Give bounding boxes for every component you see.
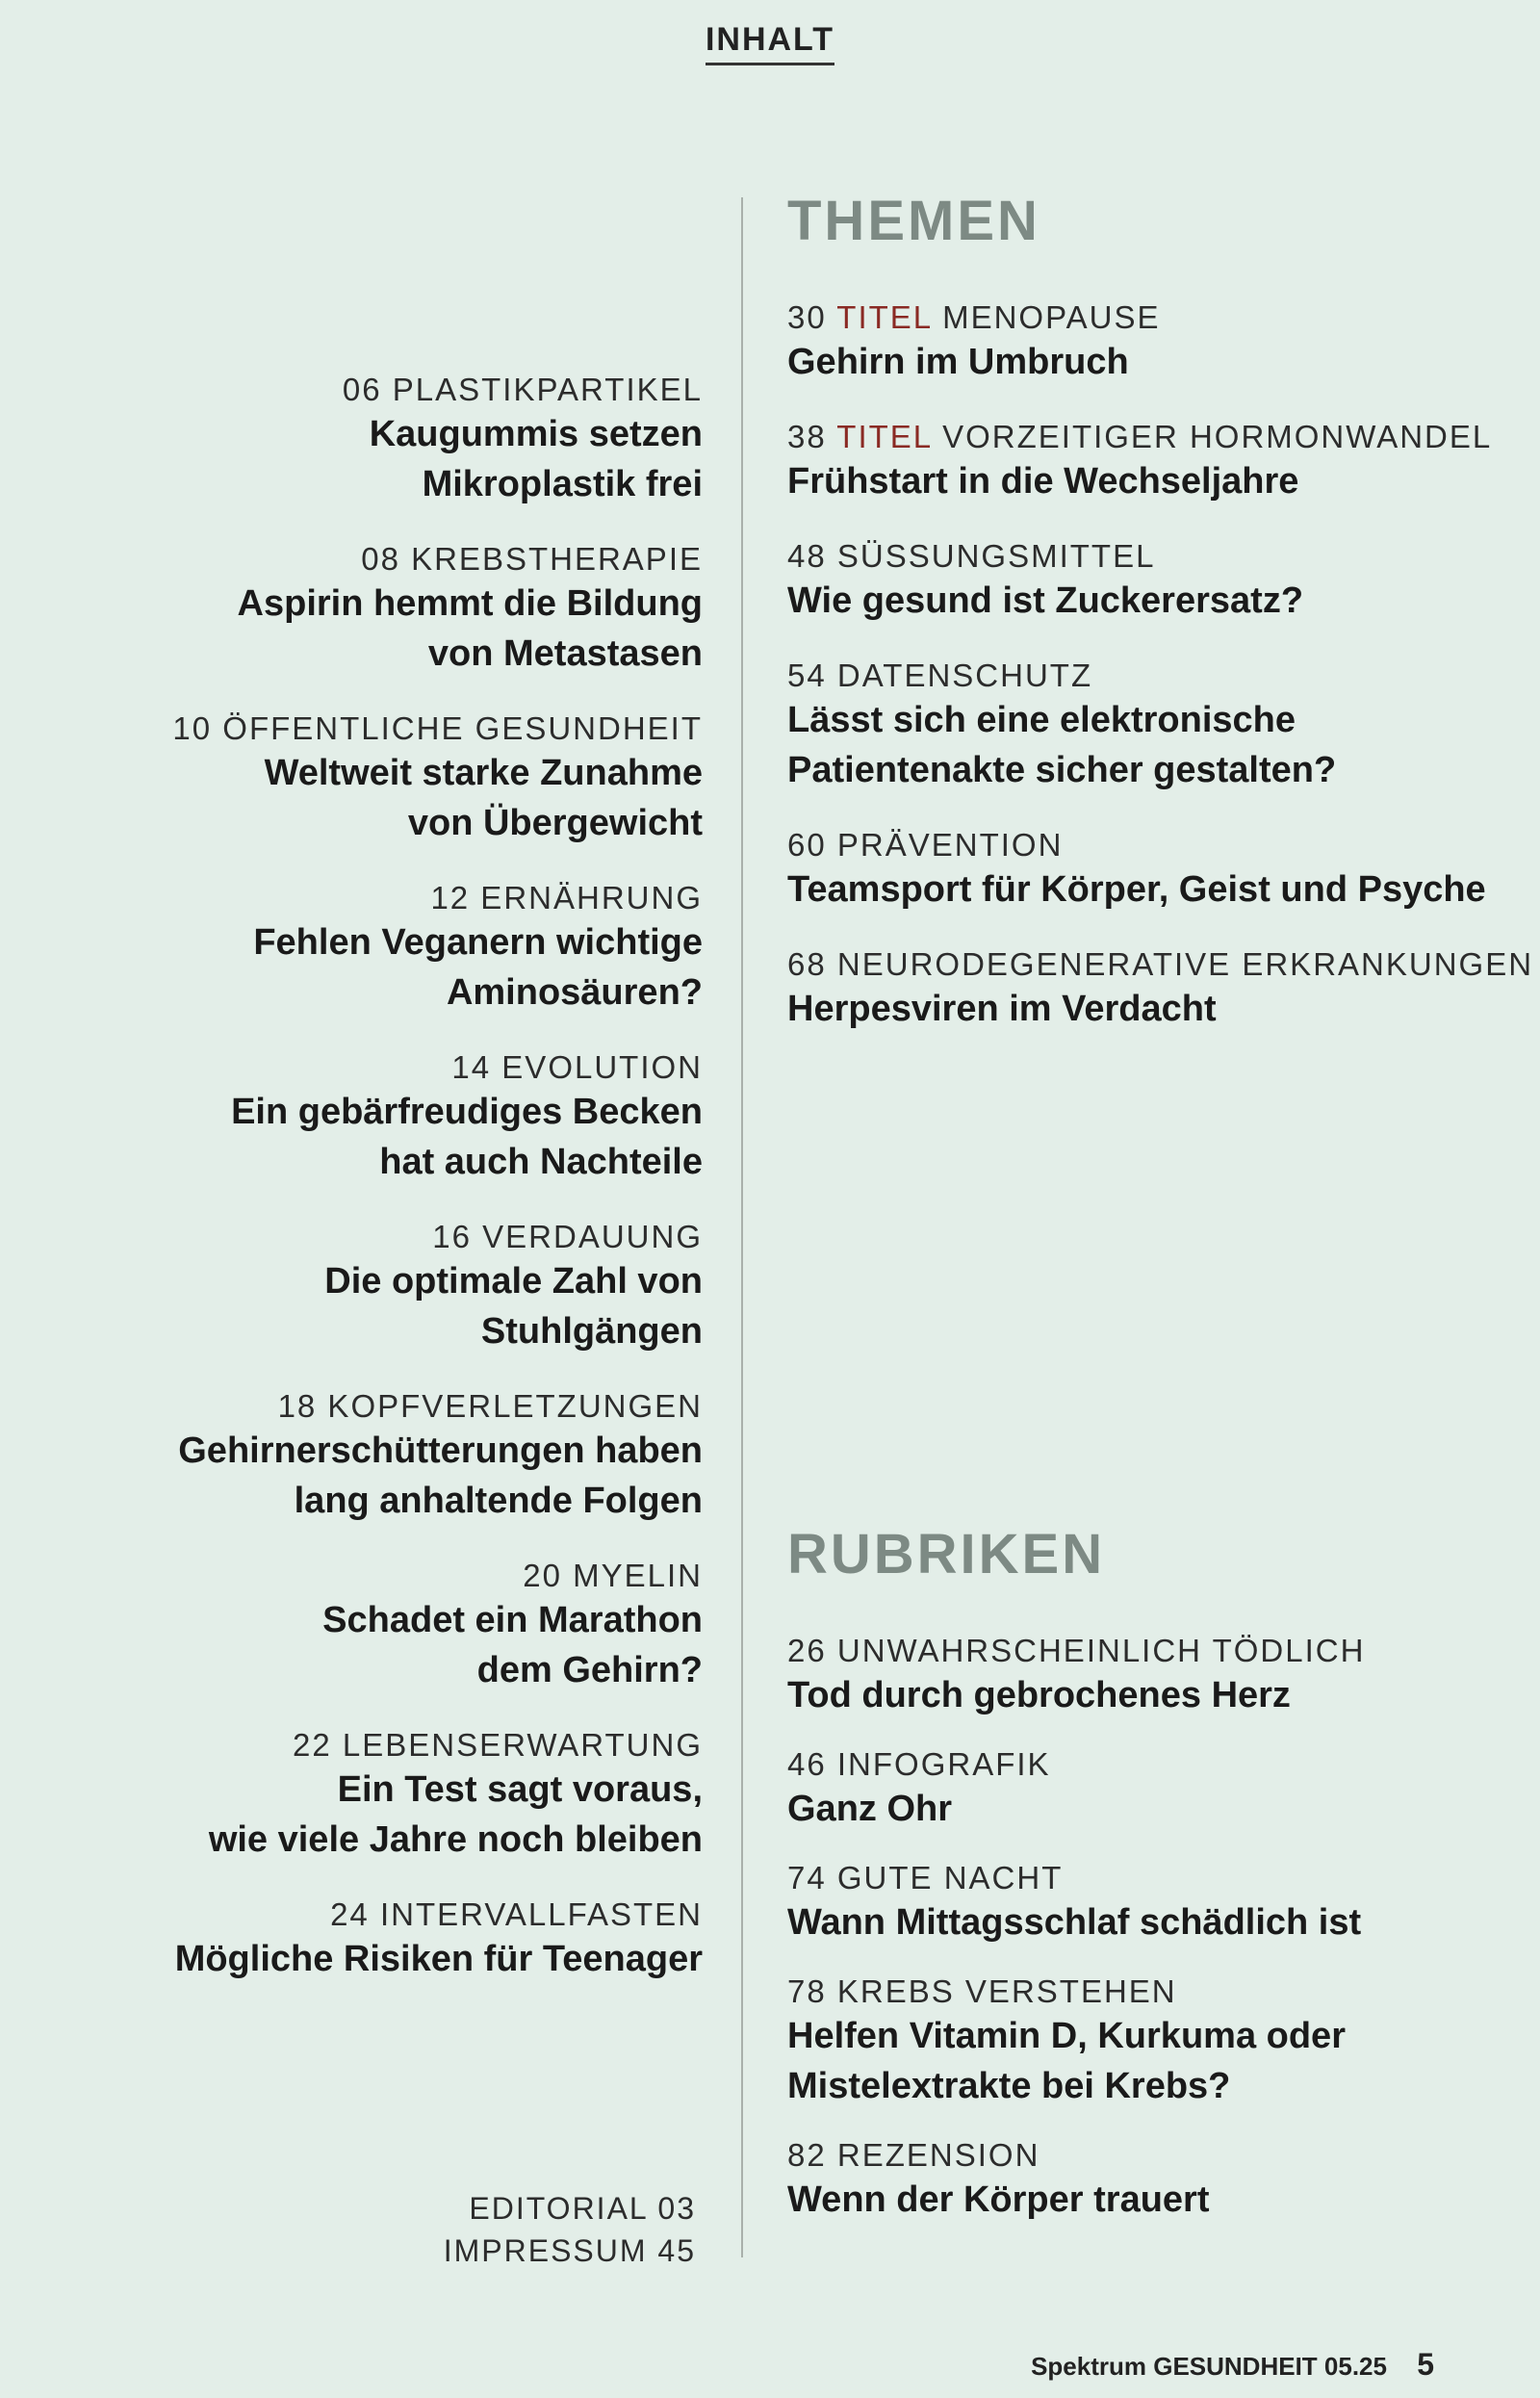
entry-headline[interactable]: Lässt sich eine elektronische Patientenakte sicher gestalten? — [787, 700, 1337, 790]
toc-entry[interactable] — [787, 537, 1490, 626]
toc-entry[interactable] — [144, 1387, 703, 1526]
toc-entry[interactable] — [787, 1859, 1490, 1947]
entry-kicker: 14 EVOLUTION — [451, 1049, 703, 1085]
entry-kicker: 82 REZENSION — [787, 2137, 1040, 2173]
toc-entry[interactable] — [144, 1895, 703, 1984]
entry-headline[interactable]: Helfen Vitamin D, Kurkuma oder Mistelextrakte bei Krebs? — [787, 2016, 1346, 2106]
toc-entry[interactable] — [787, 418, 1493, 506]
toc-entry[interactable] — [787, 1745, 1490, 1834]
entry-headline[interactable]: Weltweit starke Zunahme von Übergewicht — [264, 753, 703, 843]
toc-entry[interactable] — [787, 1973, 1490, 2111]
entry-page-number: 38 — [787, 419, 827, 454]
entry-kicker: 16 VERDAUUNG — [432, 1219, 703, 1254]
page-header — [0, 21, 1540, 65]
entry-kicker — [787, 826, 1490, 864]
toc-entry[interactable] — [144, 879, 703, 1018]
entry-kicker — [787, 945, 1534, 984]
entry-kicker: 46 INFOGRAFIK — [787, 1746, 1051, 1782]
toc-entry[interactable] — [144, 371, 703, 509]
entry-headline[interactable]: Kaugummis setzen Mikroplastik frei — [369, 414, 703, 504]
page-footer — [1031, 2347, 1434, 2383]
toc-entry[interactable] — [787, 826, 1490, 915]
entry-headline[interactable]: Aspirin hemmt die Bildung von Metastasen — [237, 583, 703, 674]
entry-kicker: 18 KOPFVERLETZUNGEN — [277, 1388, 703, 1424]
entry-headline[interactable]: Gehirnerschütterungen haben lang anhaltende Folgen — [178, 1431, 703, 1521]
entry-topic: DATENSCHUTZ — [836, 658, 1093, 693]
entry-headline[interactable]: Fehlen Veganern wichtige Aminosäuren? — [253, 922, 703, 1013]
entry-headline[interactable]: Die optimale Zahl von Stuhlgängen — [324, 1261, 703, 1352]
entry-kicker: 20 MYELIN — [523, 1558, 703, 1593]
entry-kicker: 10 ÖFFENTLICHE GESUNDHEIT — [172, 710, 703, 746]
misc-links — [385, 2187, 696, 2272]
impressum-link[interactable]: IMPRESSUM 45 — [443, 2233, 696, 2268]
entry-topic: PRÄVENTION — [836, 827, 1064, 863]
entry-kicker: 12 ERNÄHRUNG — [430, 880, 703, 915]
entry-kicker — [787, 298, 1490, 337]
entry-kicker: 22 LEBENSERWARTUNG — [292, 1727, 703, 1763]
left-column — [144, 371, 703, 2015]
entry-kicker: 24 INTERVALLFASTEN — [330, 1896, 703, 1932]
entry-topic: NEURODEGENERATIVE ERKRANKUNGEN — [836, 946, 1534, 982]
rubriken-title: RUBRIKEN — [787, 1523, 1106, 1586]
entry-page-number: 48 — [787, 538, 827, 574]
entry-headline[interactable]: Mögliche Risiken für Teenager — [174, 1939, 703, 1979]
entry-kicker: 06 PLASTIKPARTIKEL — [342, 372, 703, 407]
entry-page-number: 60 — [787, 827, 827, 863]
rubriken-section — [787, 1521, 1490, 2250]
toc-entry[interactable] — [144, 1726, 703, 1865]
magazine-brand: Spektrum GESUNDHEIT 05.25 — [1031, 2352, 1387, 2381]
entry-headline[interactable]: Ein gebärfreudiges Becken hat auch Nachteile — [231, 1092, 703, 1182]
entry-page-number: 68 — [787, 946, 827, 982]
entry-topic: SÜSSUNGSMITTEL — [836, 538, 1156, 574]
entry-kicker: 26 UNWAHRSCHEINLICH TÖDLICH — [787, 1633, 1366, 1668]
toc-entry[interactable] — [787, 2136, 1490, 2225]
editorial-link[interactable]: EDITORIAL 03 — [469, 2191, 696, 2226]
entry-kicker — [787, 418, 1493, 456]
entry-headline[interactable]: Ein Test sagt voraus, wie viele Jahre noch bleiben — [208, 1769, 703, 1860]
entry-headline[interactable]: Tod durch gebrochenes Herz — [787, 1675, 1291, 1715]
toc-entry[interactable] — [787, 298, 1490, 387]
entry-headline[interactable]: Gehirn im Umbruch — [787, 342, 1129, 382]
entry-headline[interactable]: Ganz Ohr — [787, 1789, 953, 1829]
column-divider — [741, 197, 743, 2257]
toc-entry[interactable] — [787, 657, 1490, 795]
themen-section — [787, 188, 1534, 1065]
titel-tag: TITEL — [836, 299, 932, 335]
entry-page-number: 30 — [787, 299, 827, 335]
toc-entry[interactable] — [144, 1048, 703, 1187]
entry-topic: MENOPAUSE — [942, 299, 1161, 335]
section-label-inhalt: INHALT — [706, 21, 834, 65]
entry-topic: VORZEITIGER HORMONWANDEL — [942, 419, 1493, 454]
themen-title: THEMEN — [787, 190, 1040, 252]
entry-headline[interactable]: Wann Mittagsschlaf schädlich ist — [787, 1902, 1362, 1943]
page-number: 5 — [1417, 2347, 1434, 2382]
entry-headline[interactable]: Herpesviren im Verdacht — [787, 989, 1217, 1029]
entry-kicker: 74 GUTE NACHT — [787, 1860, 1064, 1895]
entry-headline[interactable]: Teamsport für Körper, Geist und Psyche — [787, 869, 1486, 910]
entry-headline[interactable]: Wenn der Körper trauert — [787, 2179, 1210, 2220]
entry-page-number: 54 — [787, 658, 827, 693]
toc-entry[interactable] — [144, 540, 703, 679]
toc-entry[interactable] — [787, 945, 1534, 1034]
titel-tag: TITEL — [836, 419, 932, 454]
entry-kicker: 08 KREBSTHERAPIE — [361, 541, 703, 577]
toc-entry[interactable] — [144, 709, 703, 848]
entry-kicker — [787, 537, 1490, 576]
toc-entry[interactable] — [144, 1557, 703, 1695]
entry-headline[interactable]: Frühstart in die Wechseljahre — [787, 461, 1299, 502]
entry-headline[interactable]: Wie gesund ist Zuckerersatz? — [787, 580, 1304, 621]
entry-kicker — [787, 657, 1490, 695]
entry-kicker: 78 KREBS VERSTEHEN — [787, 1973, 1177, 2009]
toc-entry[interactable] — [787, 1632, 1490, 1720]
entry-headline[interactable]: Schadet ein Marathon dem Gehirn? — [322, 1600, 703, 1690]
toc-entry[interactable] — [144, 1218, 703, 1356]
